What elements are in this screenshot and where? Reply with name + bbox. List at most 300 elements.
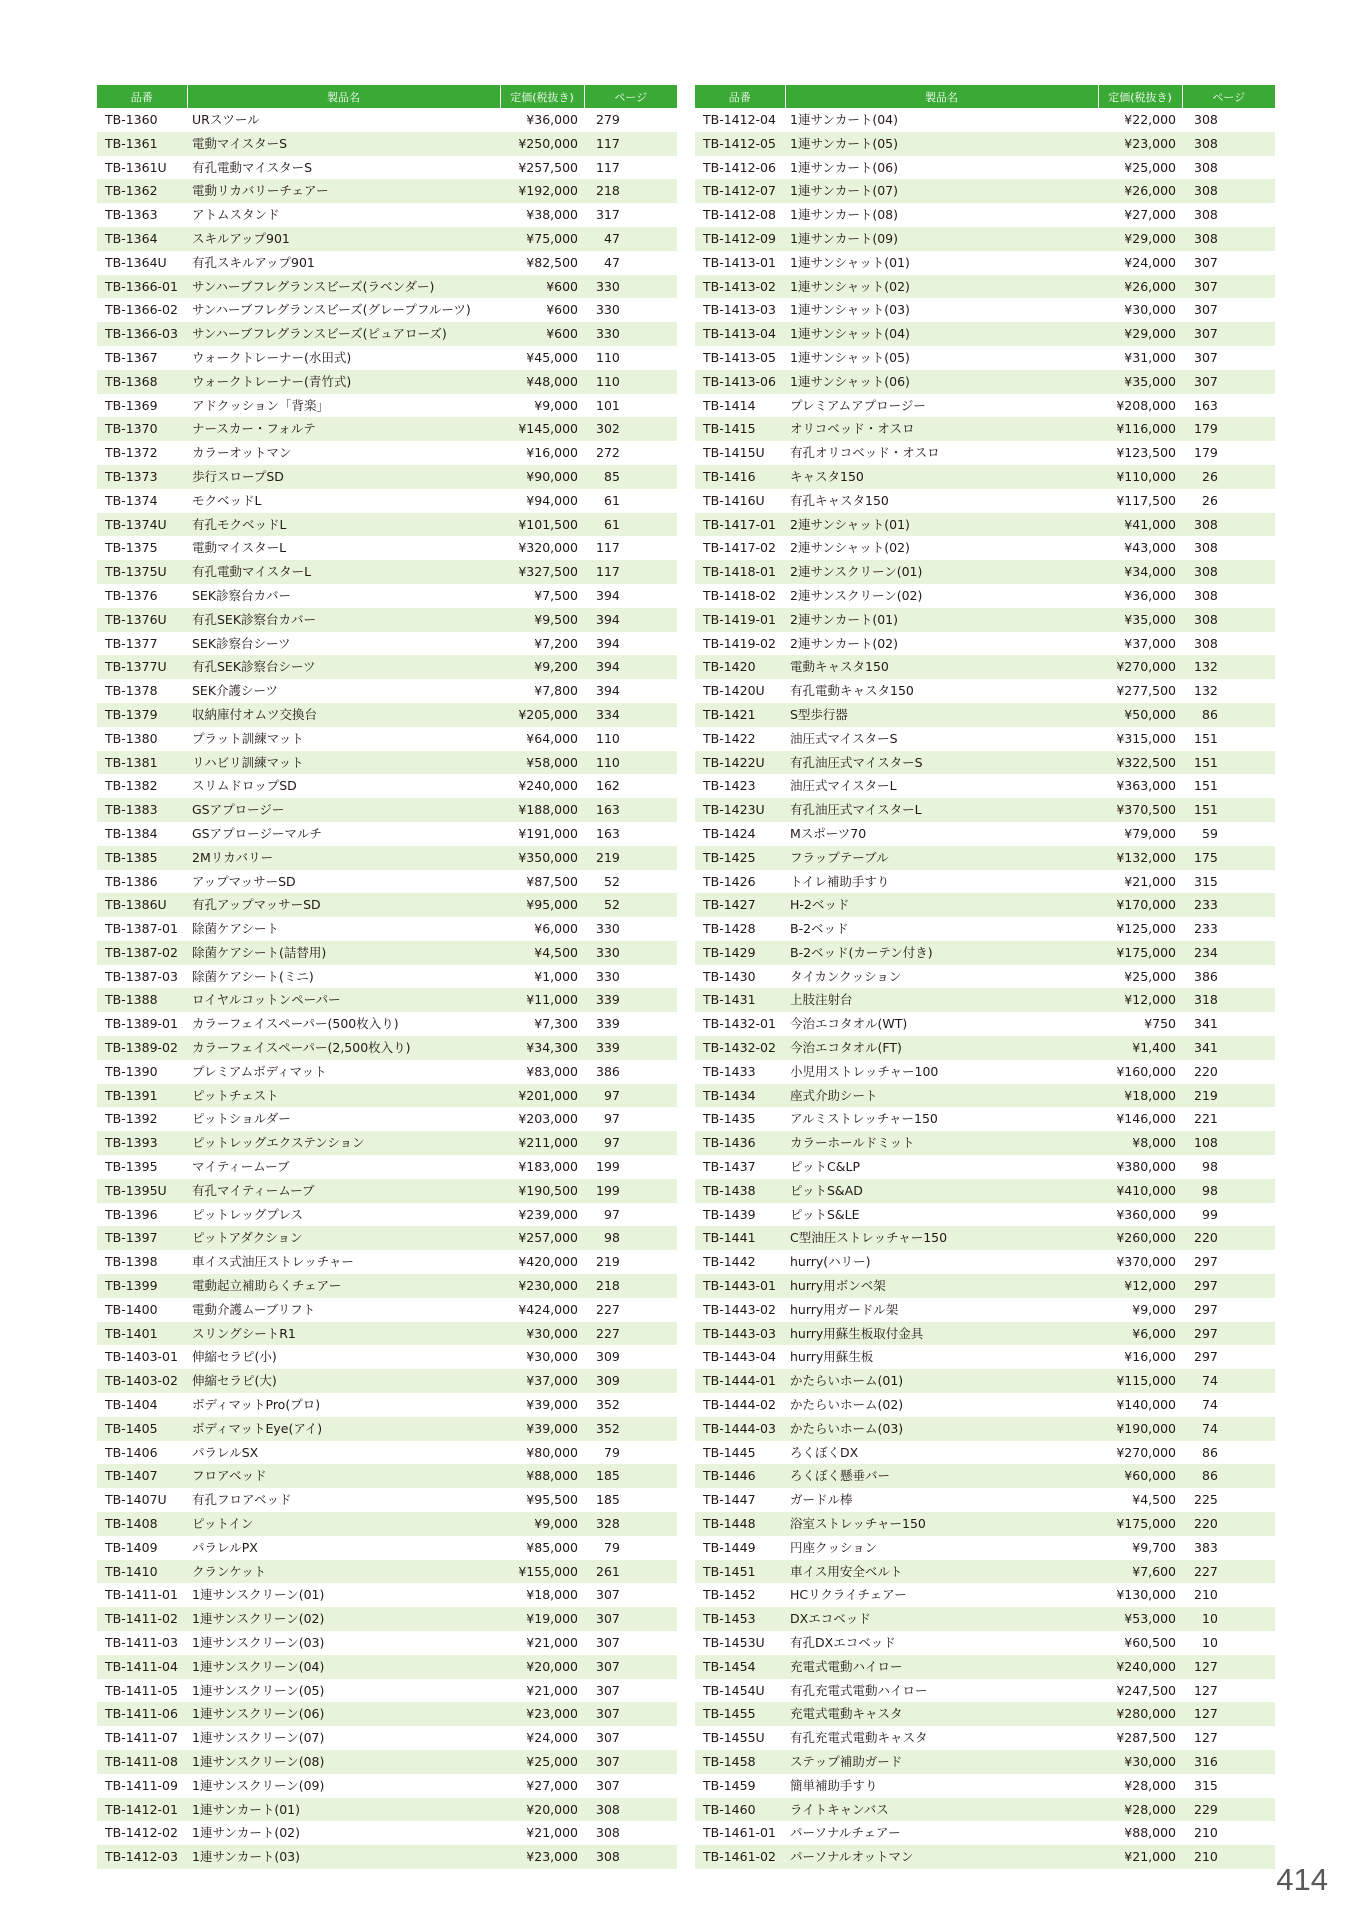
- price: ¥410,000: [1098, 1179, 1182, 1203]
- catalog-page: 219: [584, 846, 677, 870]
- product-code: TB-1400: [105, 1301, 158, 1317]
- table-row: [695, 917, 1275, 941]
- catalog-page: 334: [584, 703, 677, 727]
- product-code: TB-1395: [105, 1159, 158, 1175]
- product-name: ろくぼく懸垂バー: [785, 1464, 1098, 1488]
- table-row: [695, 1131, 1275, 1155]
- table-row: [695, 1845, 1275, 1869]
- product-code: TB-1437: [703, 1159, 756, 1175]
- catalog-page: 59: [1202, 825, 1218, 841]
- price: ¥95,000: [500, 893, 584, 917]
- product-name: 有孔電動マイスターL: [187, 560, 500, 584]
- product-name: 電動介護ムーブリフト: [192, 1301, 316, 1317]
- product-name: 有孔充電式電動キャスタ: [790, 1730, 928, 1746]
- table-row: [97, 727, 677, 751]
- product-name: C型油圧ストレッチャー150: [785, 1226, 1098, 1250]
- table-row: [97, 1726, 677, 1750]
- catalog-page: 297: [1194, 1254, 1218, 1270]
- product-code: TB-1428: [703, 921, 756, 937]
- product-name: ピットC&LP: [790, 1159, 860, 1175]
- table-row: [695, 1821, 1275, 1845]
- product-code: TB-1386U: [97, 893, 187, 917]
- price: ¥27,000: [1124, 207, 1176, 223]
- table-row: [695, 1798, 1275, 1822]
- price: ¥83,000: [526, 1063, 578, 1079]
- table-row: [97, 965, 677, 989]
- product-code: TB-1389-01: [105, 1016, 178, 1032]
- product-name: 1連サンカート(02): [192, 1825, 300, 1841]
- product-name: GSアプロージーマルチ: [192, 825, 322, 841]
- product-name: 1連サンカート(03): [187, 1845, 500, 1869]
- catalog-page: 162: [596, 778, 620, 794]
- price: ¥370,000: [1116, 1254, 1176, 1270]
- price: ¥117,500: [1116, 492, 1176, 508]
- price: ¥270,000: [1098, 655, 1182, 679]
- table-row: [695, 156, 1275, 180]
- product-name: 有孔アップマッサーSD: [187, 893, 500, 917]
- table-row: [97, 1084, 677, 1108]
- price: ¥43,000: [1124, 540, 1176, 556]
- table-row: [97, 1274, 677, 1298]
- catalog-page: 98: [584, 1226, 677, 1250]
- product-code: TB-1387-03: [105, 968, 178, 984]
- table-row: [97, 1560, 677, 1584]
- price: ¥53,000: [1098, 1607, 1182, 1631]
- product-code: TB-1412-06: [703, 159, 776, 175]
- catalog-page: 394: [584, 608, 677, 632]
- product-name: 1連サンカート(07): [785, 179, 1098, 203]
- product-name: DXエコベッド: [785, 1607, 1098, 1631]
- price: ¥26,000: [1098, 179, 1182, 203]
- catalog-page: 307: [1194, 254, 1218, 270]
- table-row: [97, 1798, 677, 1822]
- price: ¥370,500: [1098, 798, 1182, 822]
- price: ¥9,500: [500, 608, 584, 632]
- table-row: [97, 1322, 677, 1346]
- product-name: カラーフェイスペーパー(500枚入り): [192, 1016, 399, 1032]
- product-name: 1連サンカート(06): [790, 159, 898, 175]
- product-name: 1連サンシャット(03): [790, 302, 910, 318]
- header-page: ページ: [1182, 85, 1275, 108]
- product-name: ライトキャンバス: [785, 1798, 1098, 1822]
- price: ¥85,000: [526, 1539, 578, 1555]
- price: ¥79,000: [1124, 825, 1176, 841]
- product-name: プラット訓練マット: [192, 730, 304, 746]
- table-row: [97, 108, 677, 132]
- product-name: SEK診察台カバー: [192, 587, 292, 603]
- product-name: 1連サンスクリーン(09): [192, 1777, 325, 1793]
- product-code: TB-1429: [695, 941, 785, 965]
- catalog-page: 98: [1182, 1179, 1275, 1203]
- product-code: TB-1372: [105, 445, 158, 461]
- product-code: TB-1412-03: [97, 1845, 187, 1869]
- product-code: TB-1408: [97, 1512, 187, 1536]
- table-row: [97, 1441, 677, 1465]
- table-row: [695, 322, 1275, 346]
- table-row: [695, 275, 1275, 299]
- price: ¥23,000: [500, 1845, 584, 1869]
- table-row: [97, 227, 677, 251]
- catalog-page: 220: [1182, 1512, 1275, 1536]
- product-code: TB-1448: [695, 1512, 785, 1536]
- price: ¥203,000: [518, 1111, 578, 1127]
- catalog-page: 151: [1182, 798, 1275, 822]
- product-code: TB-1370: [97, 417, 187, 441]
- product-name: ナースカー・フォルテ: [187, 417, 500, 441]
- header-code: 品番: [695, 85, 785, 108]
- product-name: 有孔マイティームーブ: [187, 1179, 500, 1203]
- price: ¥190,500: [500, 1179, 584, 1203]
- product-name: ロイヤルコットンペーパー: [187, 988, 500, 1012]
- product-code: TB-1454: [695, 1655, 785, 1679]
- price: ¥4,500: [500, 941, 584, 965]
- catalog-page: 330: [584, 275, 677, 299]
- catalog-page: 86: [1202, 1444, 1218, 1460]
- product-code: TB-1377: [105, 635, 158, 651]
- product-code: TB-1409: [105, 1539, 158, 1555]
- catalog-page: 309: [596, 1349, 620, 1365]
- price: ¥600: [500, 322, 584, 346]
- product-code: TB-1363: [105, 207, 158, 223]
- product-name: モクベッドL: [192, 492, 262, 508]
- product-name: ボディマットEye(アイ): [187, 1417, 500, 1441]
- table-row: [97, 1536, 677, 1560]
- product-code: TB-1361U: [105, 159, 167, 175]
- table-row: [97, 941, 677, 965]
- table-body-right: [695, 108, 1275, 1869]
- price: ¥280,000: [1098, 1702, 1182, 1726]
- product-name: 充電式電動ハイロー: [785, 1655, 1098, 1679]
- product-code: TB-1411-06: [97, 1702, 187, 1726]
- product-name: 1連サンカート(05): [785, 132, 1098, 156]
- product-code: TB-1445: [703, 1444, 756, 1460]
- table-row: [695, 1226, 1275, 1250]
- catalog-page: 308: [1182, 227, 1275, 251]
- product-code: TB-1424: [703, 825, 756, 841]
- product-code: TB-1381: [97, 751, 187, 775]
- product-code: TB-1387-02: [97, 941, 187, 965]
- product-code: TB-1418-02: [703, 587, 776, 603]
- product-code: TB-1376U: [97, 608, 187, 632]
- catalog-page: 220: [1194, 1063, 1218, 1079]
- price: ¥16,000: [1124, 1349, 1176, 1365]
- product-code: TB-1412-02: [105, 1825, 178, 1841]
- product-name: マイティームーブ: [192, 1159, 290, 1175]
- price: ¥16,000: [526, 445, 578, 461]
- product-name: 1連サンスクリーン(07): [192, 1730, 325, 1746]
- product-code: TB-1459: [703, 1777, 756, 1793]
- header-price: 定価(税抜き): [1098, 85, 1182, 108]
- price: ¥9,000: [1132, 1301, 1176, 1317]
- table-row: [695, 1583, 1275, 1607]
- table-row: [97, 156, 677, 180]
- table-row: [695, 394, 1275, 418]
- product-name: ピットイン: [187, 1512, 500, 1536]
- catalog-page: 86: [1182, 703, 1275, 727]
- catalog-page: 339: [596, 1016, 620, 1032]
- catalog-page: 307: [596, 1730, 620, 1746]
- table-row: [695, 1298, 1275, 1322]
- price-table-right: [695, 85, 1275, 1869]
- catalog-page: 132: [1194, 683, 1218, 699]
- price: ¥380,000: [1116, 1159, 1176, 1175]
- product-name: 充電式電動キャスタ: [785, 1702, 1098, 1726]
- product-code: TB-1412-04: [703, 112, 776, 127]
- price: ¥34,000: [1098, 560, 1182, 584]
- price: ¥201,000: [500, 1084, 584, 1108]
- catalog-page: 330: [584, 941, 677, 965]
- product-code: TB-1373: [97, 465, 187, 489]
- catalog-page: 308: [1182, 179, 1275, 203]
- catalog-page: 10: [1182, 1607, 1275, 1631]
- product-code: TB-1398: [105, 1254, 158, 1270]
- price: ¥6,000: [534, 921, 578, 937]
- table-row: [97, 870, 677, 894]
- product-name: ステップ補助ガード: [785, 1750, 1098, 1774]
- product-name: フロアベッド: [187, 1464, 500, 1488]
- price: ¥110,000: [1098, 465, 1182, 489]
- price: ¥211,000: [500, 1131, 584, 1155]
- product-code: TB-1376: [105, 587, 158, 603]
- product-code: TB-1444-01: [695, 1369, 785, 1393]
- product-code: TB-1413-01: [703, 254, 776, 270]
- table-row: [97, 655, 677, 679]
- table-row: [695, 1536, 1275, 1560]
- table-row: [97, 1774, 677, 1798]
- price: ¥18,000: [1098, 1084, 1182, 1108]
- product-name: hurry(ハリー): [790, 1254, 871, 1270]
- product-name: hurry用蘇生板: [790, 1349, 874, 1365]
- price: ¥1,400: [1098, 1036, 1182, 1060]
- price: ¥37,000: [1124, 635, 1176, 651]
- product-code: TB-1411-01: [105, 1587, 178, 1603]
- table-row: [97, 1821, 677, 1845]
- price: ¥250,000: [500, 132, 584, 156]
- table-row: [97, 394, 677, 418]
- table-row: [695, 893, 1275, 917]
- price: ¥48,000: [500, 370, 584, 394]
- price: ¥21,000: [1124, 873, 1176, 889]
- price: ¥88,000: [1124, 1825, 1176, 1841]
- price: ¥36,000: [1124, 587, 1176, 603]
- catalog-page: 394: [596, 683, 620, 699]
- table-row: [97, 632, 677, 656]
- price: ¥257,500: [518, 159, 578, 175]
- catalog-page: 308: [584, 1798, 677, 1822]
- catalog-page: 110: [596, 730, 620, 746]
- product-name: 収納庫付オムツ交換台: [187, 703, 500, 727]
- product-code: TB-1411-07: [105, 1730, 178, 1746]
- table-row: [97, 441, 677, 465]
- catalog-page: 98: [1202, 1159, 1218, 1175]
- price: ¥600: [500, 275, 584, 299]
- product-name: タイカンクッション: [790, 968, 902, 984]
- product-code: TB-1435: [703, 1111, 756, 1127]
- price: ¥23,000: [500, 1702, 584, 1726]
- catalog-page: 101: [596, 397, 620, 413]
- catalog-page: 279: [596, 112, 620, 127]
- product-code: TB-1446: [695, 1464, 785, 1488]
- product-name: H-2ベッド: [785, 893, 1098, 917]
- catalog-page: 386: [1194, 968, 1218, 984]
- product-name: 1連サンスクリーン(08): [187, 1750, 500, 1774]
- product-code: TB-1374U: [97, 513, 187, 537]
- table-row: [97, 322, 677, 346]
- table-row: [695, 1060, 1275, 1084]
- product-code: TB-1411-08: [97, 1750, 187, 1774]
- product-name: 1連サンスクリーン(01): [192, 1587, 325, 1603]
- catalog-page: 79: [604, 1444, 620, 1460]
- table-row: [695, 703, 1275, 727]
- price: ¥28,000: [1098, 1798, 1182, 1822]
- table-row: [695, 608, 1275, 632]
- table-row: [695, 465, 1275, 489]
- header-code: 品番: [97, 85, 187, 108]
- table-row: [695, 798, 1275, 822]
- catalog-page: 179: [1194, 445, 1218, 461]
- catalog-page: 85: [584, 465, 677, 489]
- product-code: TB-1414: [703, 397, 756, 413]
- price: ¥11,000: [500, 988, 584, 1012]
- price: ¥1,000: [534, 968, 578, 984]
- product-code: TB-1361: [97, 132, 187, 156]
- price: ¥240,000: [518, 778, 578, 794]
- product-name: 車イス式油圧ストレッチャー: [192, 1254, 354, 1270]
- table-row: [97, 822, 677, 846]
- table-row: [695, 965, 1275, 989]
- product-name: hurry用蘇生板取付金具: [785, 1322, 1098, 1346]
- product-code: TB-1364: [97, 227, 187, 251]
- catalog-page: 127: [1194, 1682, 1218, 1698]
- header-price: 定価(税抜き): [500, 85, 584, 108]
- price: ¥327,500: [500, 560, 584, 584]
- catalog-page: 308: [1194, 159, 1218, 175]
- product-name: 2連サンスクリーン(01): [785, 560, 1098, 584]
- product-code: TB-1406: [105, 1444, 158, 1460]
- table-row: [97, 1250, 677, 1274]
- product-name: 上肢注射台: [785, 988, 1098, 1012]
- table-row: [97, 1345, 677, 1369]
- product-code: TB-1368: [97, 370, 187, 394]
- table-row: [695, 1369, 1275, 1393]
- table-row: [695, 870, 1275, 894]
- table-row: [695, 179, 1275, 203]
- product-name: 除菌ケアシート(ミニ): [192, 968, 314, 984]
- table-row: [97, 917, 677, 941]
- table-row: [97, 1631, 677, 1655]
- table-row: [97, 513, 677, 537]
- table-row: [695, 632, 1275, 656]
- price: ¥12,000: [1098, 1274, 1182, 1298]
- product-code: TB-1443-03: [695, 1322, 785, 1346]
- product-code: TB-1383: [97, 798, 187, 822]
- catalog-page: 99: [1202, 1206, 1218, 1222]
- product-name: 今治エコタオル(FT): [785, 1036, 1098, 1060]
- catalog-page: 308: [1182, 513, 1275, 537]
- table-header-row: [695, 85, 1275, 108]
- table-row: [695, 1250, 1275, 1274]
- table-row: [695, 1488, 1275, 1512]
- price: ¥287,500: [1116, 1730, 1176, 1746]
- catalog-page: 309: [584, 1369, 677, 1393]
- catalog-page: 117: [584, 132, 677, 156]
- product-code: TB-1411-03: [105, 1635, 178, 1650]
- header-name: 製品名: [187, 85, 500, 108]
- catalog-page: 127: [1182, 1702, 1275, 1726]
- product-name: 1連サンカート(09): [785, 227, 1098, 251]
- product-name: 有孔オリコベッド・オスロ: [790, 445, 940, 461]
- table-row: [695, 1679, 1275, 1703]
- price: ¥35,000: [1098, 370, 1182, 394]
- catalog-page: 229: [1182, 1798, 1275, 1822]
- price: ¥58,000: [500, 751, 584, 775]
- catalog-page: 307: [584, 1607, 677, 1631]
- product-code: TB-1413-02: [695, 275, 785, 299]
- table-row: [97, 774, 677, 798]
- catalog-page: 52: [604, 873, 620, 889]
- product-code: TB-1455: [695, 1702, 785, 1726]
- product-code: TB-1362: [97, 179, 187, 203]
- catalog-page: 308: [1194, 635, 1218, 651]
- product-code: TB-1410: [97, 1560, 187, 1584]
- product-code: TB-1412-09: [695, 227, 785, 251]
- table-row: [695, 489, 1275, 513]
- catalog-page: 117: [596, 540, 620, 556]
- product-code: TB-1413-03: [703, 302, 776, 318]
- table-row: [97, 346, 677, 370]
- product-code: TB-1380: [105, 730, 158, 746]
- catalog-page: 10: [1202, 1635, 1218, 1650]
- table-row: [97, 988, 677, 1012]
- price: ¥424,000: [518, 1301, 578, 1317]
- table-row: [695, 1750, 1275, 1774]
- product-code: TB-1379: [97, 703, 187, 727]
- table-row: [695, 1560, 1275, 1584]
- product-code: TB-1415U: [703, 445, 765, 461]
- table-row: [97, 465, 677, 489]
- price: ¥115,000: [1098, 1369, 1182, 1393]
- catalog-page: 151: [1194, 730, 1218, 746]
- product-name: パラレルPX: [192, 1539, 258, 1555]
- table-row: [97, 536, 677, 560]
- product-name: SEK診察台シーツ: [192, 635, 291, 651]
- price: ¥247,500: [1116, 1682, 1176, 1698]
- catalog-page: 297: [1182, 1274, 1275, 1298]
- price: ¥175,000: [1098, 1512, 1182, 1536]
- table-row: [97, 1607, 677, 1631]
- catalog-page: 339: [584, 988, 677, 1012]
- catalog-page: 308: [1182, 608, 1275, 632]
- product-name: 歩行スロープSD: [187, 465, 500, 489]
- product-code: TB-1416U: [703, 492, 765, 508]
- price: ¥240,000: [1098, 1655, 1182, 1679]
- catalog-page: 227: [1182, 1560, 1275, 1584]
- product-code: TB-1460: [695, 1798, 785, 1822]
- catalog-page: 47: [604, 254, 620, 270]
- catalog-page: 110: [584, 751, 677, 775]
- product-name: hurry用ガードル架: [790, 1301, 899, 1317]
- table-row: [695, 988, 1275, 1012]
- catalog-page: 97: [604, 1111, 620, 1127]
- product-code: TB-1411-02: [97, 1607, 187, 1631]
- price: ¥239,000: [518, 1206, 578, 1222]
- catalog-page: 272: [596, 445, 620, 461]
- price: ¥260,000: [1098, 1226, 1182, 1250]
- price: ¥9,000: [500, 1512, 584, 1536]
- price: ¥87,500: [526, 873, 578, 889]
- table-row: [695, 822, 1275, 846]
- catalog-page: 341: [1194, 1016, 1218, 1032]
